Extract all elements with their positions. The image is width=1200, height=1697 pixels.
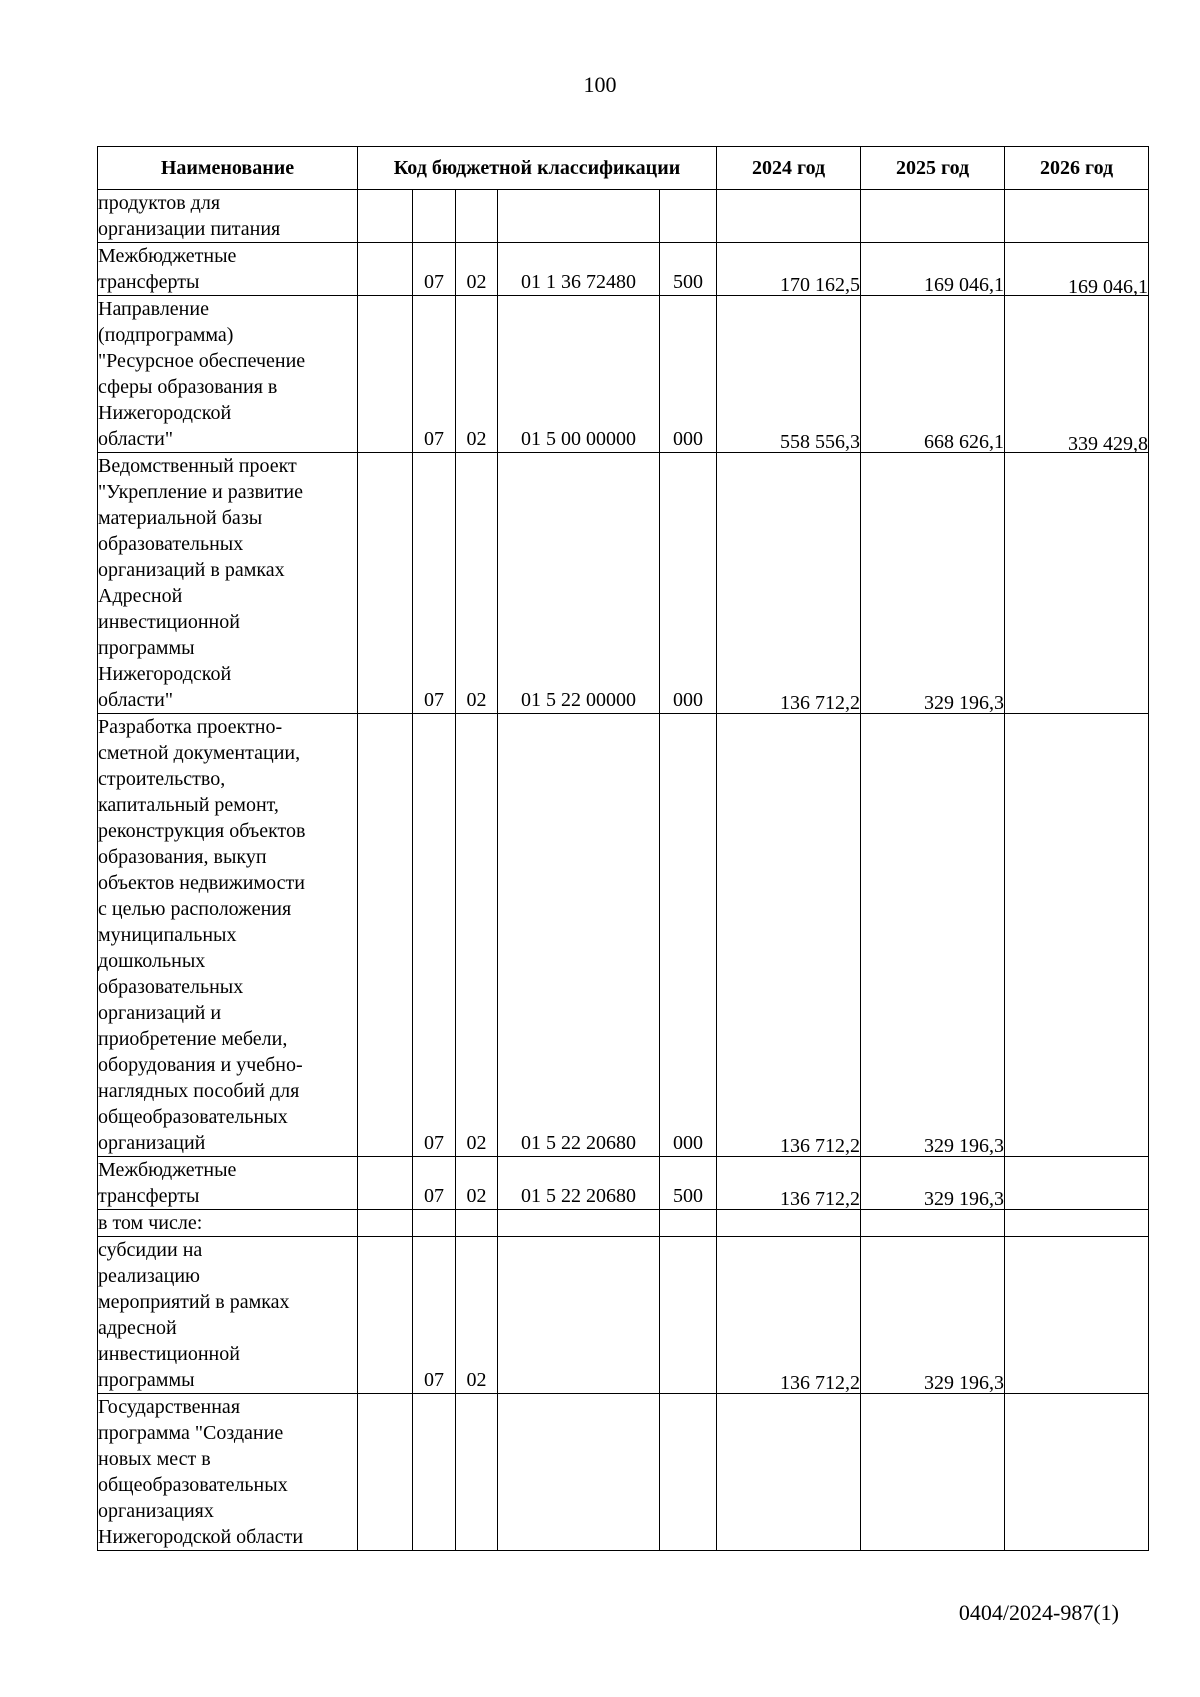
amount-2025-value: 329 196,3 bbox=[924, 1135, 1005, 1157]
amount-2024 bbox=[717, 296, 861, 453]
code-blank bbox=[358, 1394, 413, 1551]
code-subsection bbox=[456, 190, 498, 243]
code-section: 07 bbox=[413, 714, 456, 1157]
code-blank bbox=[358, 1237, 413, 1394]
amount-2026 bbox=[1005, 1157, 1149, 1210]
code-expense-type bbox=[660, 1237, 717, 1394]
page-number: 100 bbox=[583, 72, 617, 97]
code-blank bbox=[358, 453, 413, 714]
amount-2024-value: 170 162,5 bbox=[780, 274, 861, 296]
code-expense-type bbox=[660, 1210, 717, 1237]
table-row bbox=[98, 1237, 1149, 1394]
amount-2024-value: 136 712,2 bbox=[780, 1188, 861, 1210]
amount-2026-value: 339 429,8 bbox=[1068, 433, 1149, 455]
code-subsection: 02 bbox=[456, 1157, 498, 1210]
code-subsection: 02 bbox=[456, 1237, 498, 1394]
amount-2025 bbox=[861, 243, 1005, 296]
amount-2024-value: 136 712,2 bbox=[780, 1372, 861, 1394]
code-target-article: 01 5 22 20680 bbox=[498, 1157, 660, 1210]
code-section bbox=[413, 1210, 456, 1237]
code-blank bbox=[358, 714, 413, 1157]
amount-2025-value: 329 196,3 bbox=[924, 1372, 1005, 1394]
document-code: 0404/2024-987(1) bbox=[958, 1600, 1119, 1625]
code-subsection: 02 bbox=[456, 453, 498, 714]
code-subsection: 02 bbox=[456, 714, 498, 1157]
code-subsection: 02 bbox=[456, 296, 498, 453]
code-section bbox=[413, 190, 456, 243]
amount-2024-value: 136 712,2 bbox=[780, 1135, 861, 1157]
amount-2025 bbox=[861, 190, 1005, 243]
budget-table bbox=[97, 146, 1149, 1551]
amount-2024 bbox=[717, 1394, 861, 1551]
amount-2026 bbox=[1005, 1210, 1149, 1237]
row-name: Ведомственный проект "Укрепление и развитие материальной базы образовательных организаций в рамках Адресной инвестиционной программы Нижегородской области" bbox=[98, 453, 358, 714]
amount-2026 bbox=[1005, 243, 1149, 296]
code-expense-type bbox=[660, 190, 717, 243]
amount-2026-value: 169 046,1 bbox=[1068, 276, 1149, 298]
amount-2024-value: 136 712,2 bbox=[780, 692, 861, 714]
row-name: Межбюджетные трансферты bbox=[98, 243, 358, 296]
amount-2025 bbox=[861, 1157, 1005, 1210]
code-section: 07 bbox=[413, 1157, 456, 1210]
row-name: продуктов для организации питания bbox=[98, 190, 358, 243]
amount-2026 bbox=[1005, 296, 1149, 453]
code-target-article bbox=[498, 190, 660, 243]
amount-2024 bbox=[717, 1237, 861, 1394]
header-2026: 2026 год bbox=[1005, 147, 1149, 190]
code-subsection bbox=[456, 1394, 498, 1551]
amount-2026 bbox=[1005, 453, 1149, 714]
code-section: 07 bbox=[413, 1237, 456, 1394]
header-2025: 2025 год bbox=[861, 147, 1005, 190]
code-target-article: 01 5 22 00000 bbox=[498, 453, 660, 714]
table-row bbox=[98, 296, 1149, 453]
amount-2025-value: 169 046,1 bbox=[924, 274, 1005, 296]
table-header-row bbox=[98, 147, 1149, 190]
code-target-article bbox=[498, 1394, 660, 1551]
code-blank bbox=[358, 1157, 413, 1210]
table-row bbox=[98, 243, 1149, 296]
table-row bbox=[98, 714, 1149, 1157]
code-blank bbox=[358, 190, 413, 243]
table-row bbox=[98, 453, 1149, 714]
code-target-article bbox=[498, 1210, 660, 1237]
amount-2026 bbox=[1005, 190, 1149, 243]
row-name: Направление (подпрограмма) "Ресурсное обеспечение сферы образования в Нижегородской области" bbox=[98, 296, 358, 453]
amount-2025 bbox=[861, 1394, 1005, 1551]
code-expense-type bbox=[660, 1394, 717, 1551]
amount-2024 bbox=[717, 243, 861, 296]
table-body bbox=[98, 190, 1149, 1551]
amount-2024 bbox=[717, 714, 861, 1157]
code-blank bbox=[358, 243, 413, 296]
table-row bbox=[98, 1210, 1149, 1237]
code-expense-type: 000 bbox=[660, 453, 717, 714]
row-name: в том числе: bbox=[98, 1210, 358, 1237]
amount-2024 bbox=[717, 453, 861, 714]
code-section: 07 bbox=[413, 453, 456, 714]
code-expense-type: 000 bbox=[660, 296, 717, 453]
code-target-article: 01 1 36 72480 bbox=[498, 243, 660, 296]
amount-2025-value: 668 626,1 bbox=[924, 431, 1005, 453]
amount-2026 bbox=[1005, 1394, 1149, 1551]
amount-2025 bbox=[861, 453, 1005, 714]
amount-2026 bbox=[1005, 1237, 1149, 1394]
code-section bbox=[413, 1394, 456, 1551]
amount-2025 bbox=[861, 714, 1005, 1157]
header-budget-code: Код бюджетной классификации bbox=[358, 147, 717, 190]
amount-2026 bbox=[1005, 714, 1149, 1157]
code-expense-type: 000 bbox=[660, 714, 717, 1157]
code-expense-type: 500 bbox=[660, 243, 717, 296]
code-subsection: 02 bbox=[456, 243, 498, 296]
table-row bbox=[98, 1394, 1149, 1551]
code-blank bbox=[358, 296, 413, 453]
amount-2024 bbox=[717, 1157, 861, 1210]
code-subsection bbox=[456, 1210, 498, 1237]
code-section: 07 bbox=[413, 296, 456, 453]
row-name: Разработка проектно- сметной документации, строительство, капитальный ремонт, реконструкция объектов образования, выкуп объектов недвижимости с целью расположения муниципальных дошкольных образовательных организаций и приобретение мебели, оборудования и учебно- наглядных пособий для общеобразовательных организаций bbox=[98, 714, 358, 1157]
row-name: Межбюджетные трансферты bbox=[98, 1157, 358, 1210]
code-target-article: 01 5 22 20680 bbox=[498, 714, 660, 1157]
header-name: Наименование bbox=[98, 147, 358, 190]
table-row bbox=[98, 1157, 1149, 1210]
code-section: 07 bbox=[413, 243, 456, 296]
amount-2024 bbox=[717, 1210, 861, 1237]
code-blank bbox=[358, 1210, 413, 1237]
row-name: Государственная программа "Создание новых мест в общеобразовательных организациях Нижегородской области bbox=[98, 1394, 358, 1551]
amount-2024 bbox=[717, 190, 861, 243]
code-expense-type: 500 bbox=[660, 1157, 717, 1210]
amount-2025 bbox=[861, 296, 1005, 453]
amount-2025-value: 329 196,3 bbox=[924, 692, 1005, 714]
row-name: субсидии на реализацию мероприятий в рамках адресной инвестиционной программы bbox=[98, 1237, 358, 1394]
table-row bbox=[98, 190, 1149, 243]
amount-2025 bbox=[861, 1237, 1005, 1394]
header-2024: 2024 год bbox=[717, 147, 861, 190]
code-target-article bbox=[498, 1237, 660, 1394]
amount-2025 bbox=[861, 1210, 1005, 1237]
code-target-article: 01 5 00 00000 bbox=[498, 296, 660, 453]
amount-2024-value: 558 556,3 bbox=[780, 431, 861, 453]
amount-2025-value: 329 196,3 bbox=[924, 1188, 1005, 1210]
